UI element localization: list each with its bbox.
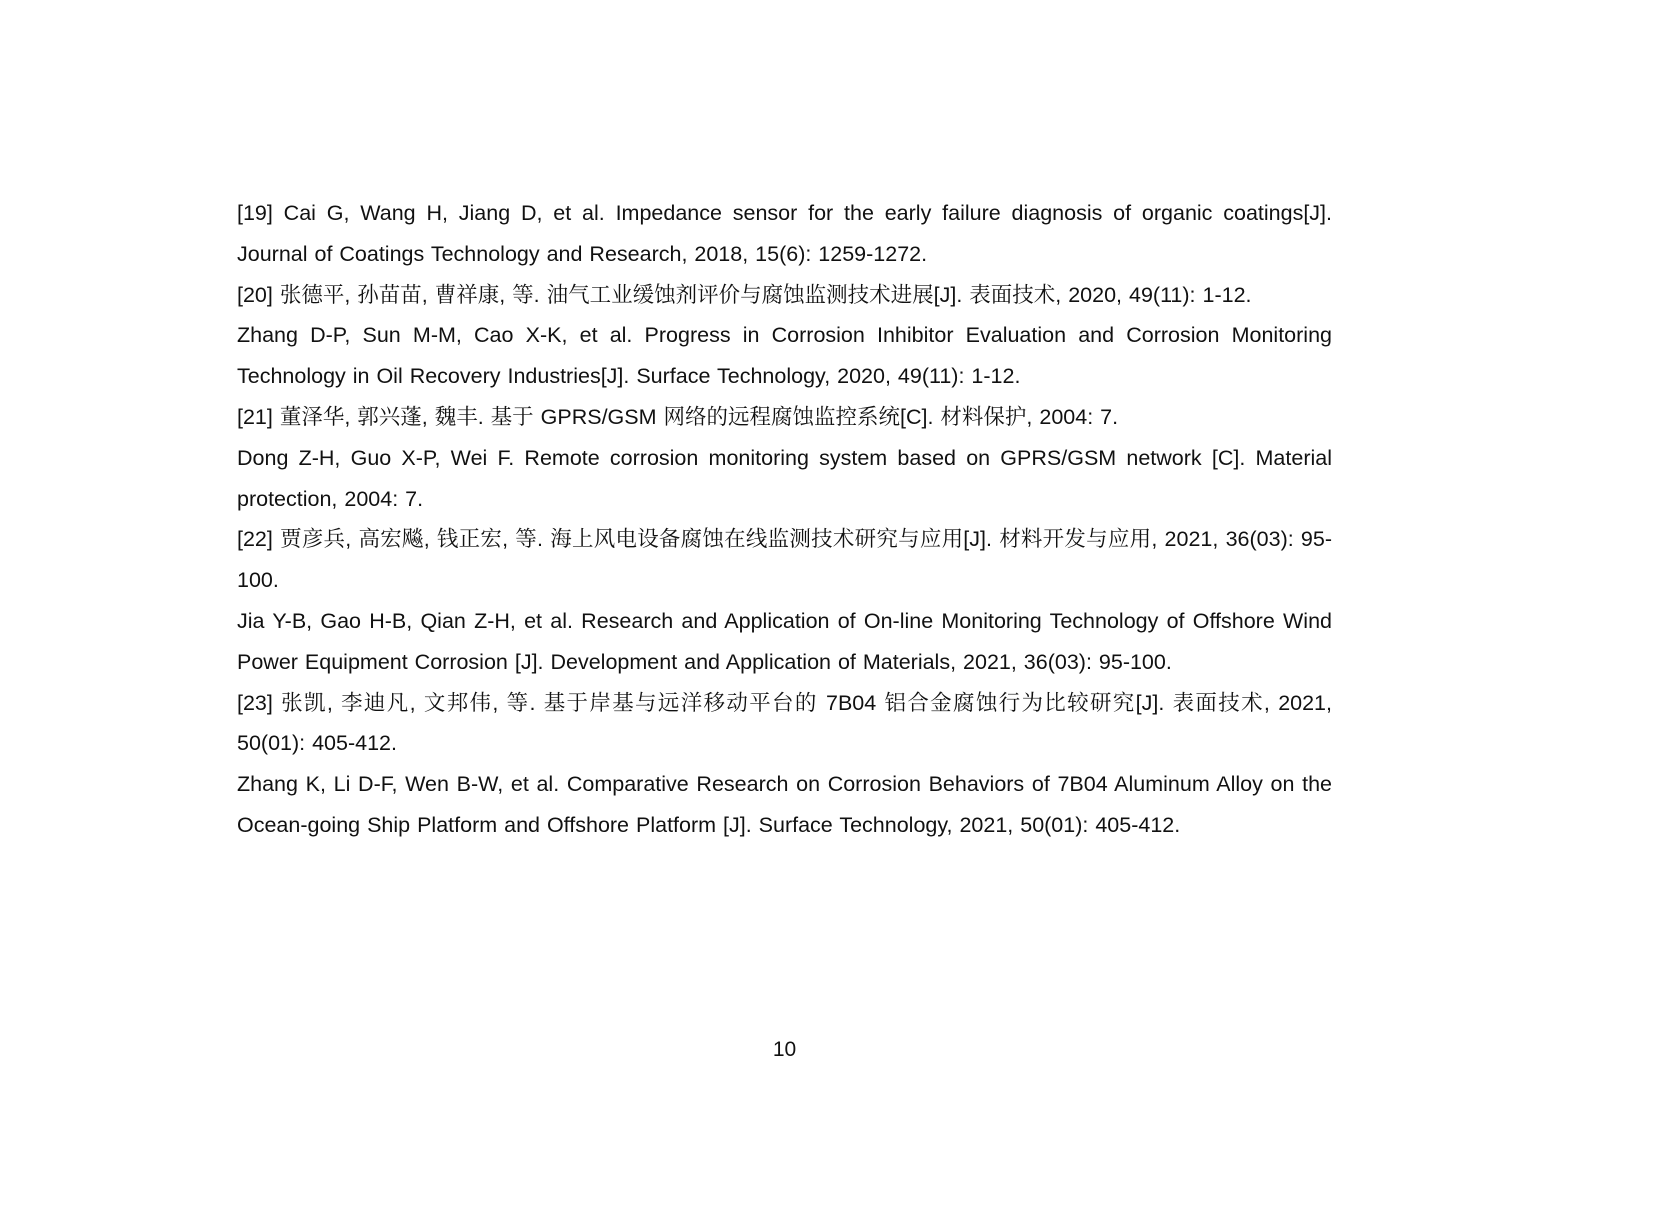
references-section: [237, 193, 1332, 846]
reference-item: Zhang D-P, Sun M-M, Cao X-K, et al. Progress in Corrosion Inhibitor Evaluation and Corrosion Monitoring Technology in Oil Recovery Industries[J]. Surface Technology, 2020, 49(11): 1-12.: [237, 323, 1332, 389]
reference-item: [19] Cai G, Wang H, Jiang D, et al. Impedance sensor for the early failure diagnosis of organic coatings[J]. Journal of Coatings Technology and Research, 2018, 15(6): 1259-1272.: [237, 201, 1332, 266]
reference-item: Jia Y-B, Gao H-B, Qian Z-H, et al. Research and Application of On-line Monitoring Technology of Offshore Wind Power Equipment Corrosion [J]. Development and Application of Materials, 2021, 36(03): 95-100.: [237, 608, 1332, 674]
reference-item: [22] 贾彦兵, 高宏飚, 钱正宏, 等. 海上风电设备腐蚀在线监测技术研究与应用[J]. 材料开发与应用, 2021, 36(03): 95-100.: [237, 527, 1332, 593]
reference-item: [20] 张德平, 孙苗苗, 曹祥康, 等. 油气工业缓蚀剂评价与腐蚀监测技术进展[J]. 表面技术, 2020, 49(11): 1-12.: [237, 282, 1252, 307]
page-footer: [237, 1038, 1332, 1062]
reference-item: Zhang K, Li D-F, Wen B-W, et al. Comparative Research on Corrosion Behaviors of 7B04 Aluminum Alloy on the Ocean-going Ship Platform and Offshore Platform [J]. Surface Technology, 2021, 50(01): 405-412.: [237, 772, 1332, 837]
reference-item: [21] 董泽华, 郭兴蓬, 魏丰. 基于 GPRS/GSM 网络的远程腐蚀监控系统[C]. 材料保护, 2004: 7.: [237, 404, 1119, 429]
reference-item: Dong Z-H, Guo X-P, Wei F. Remote corrosion monitoring system based on GPRS/GSM network [C]. Material protection, 2004: 7.: [237, 445, 1332, 511]
page-number: 10: [772, 1038, 797, 1061]
reference-item: [23] 张凯, 李迪凡, 文邦伟, 等. 基于岸基与远洋移动平台的 7B04 铝合金腐蚀行为比较研究[J]. 表面技术, 2021, 50(01): 405-412.: [237, 690, 1332, 756]
